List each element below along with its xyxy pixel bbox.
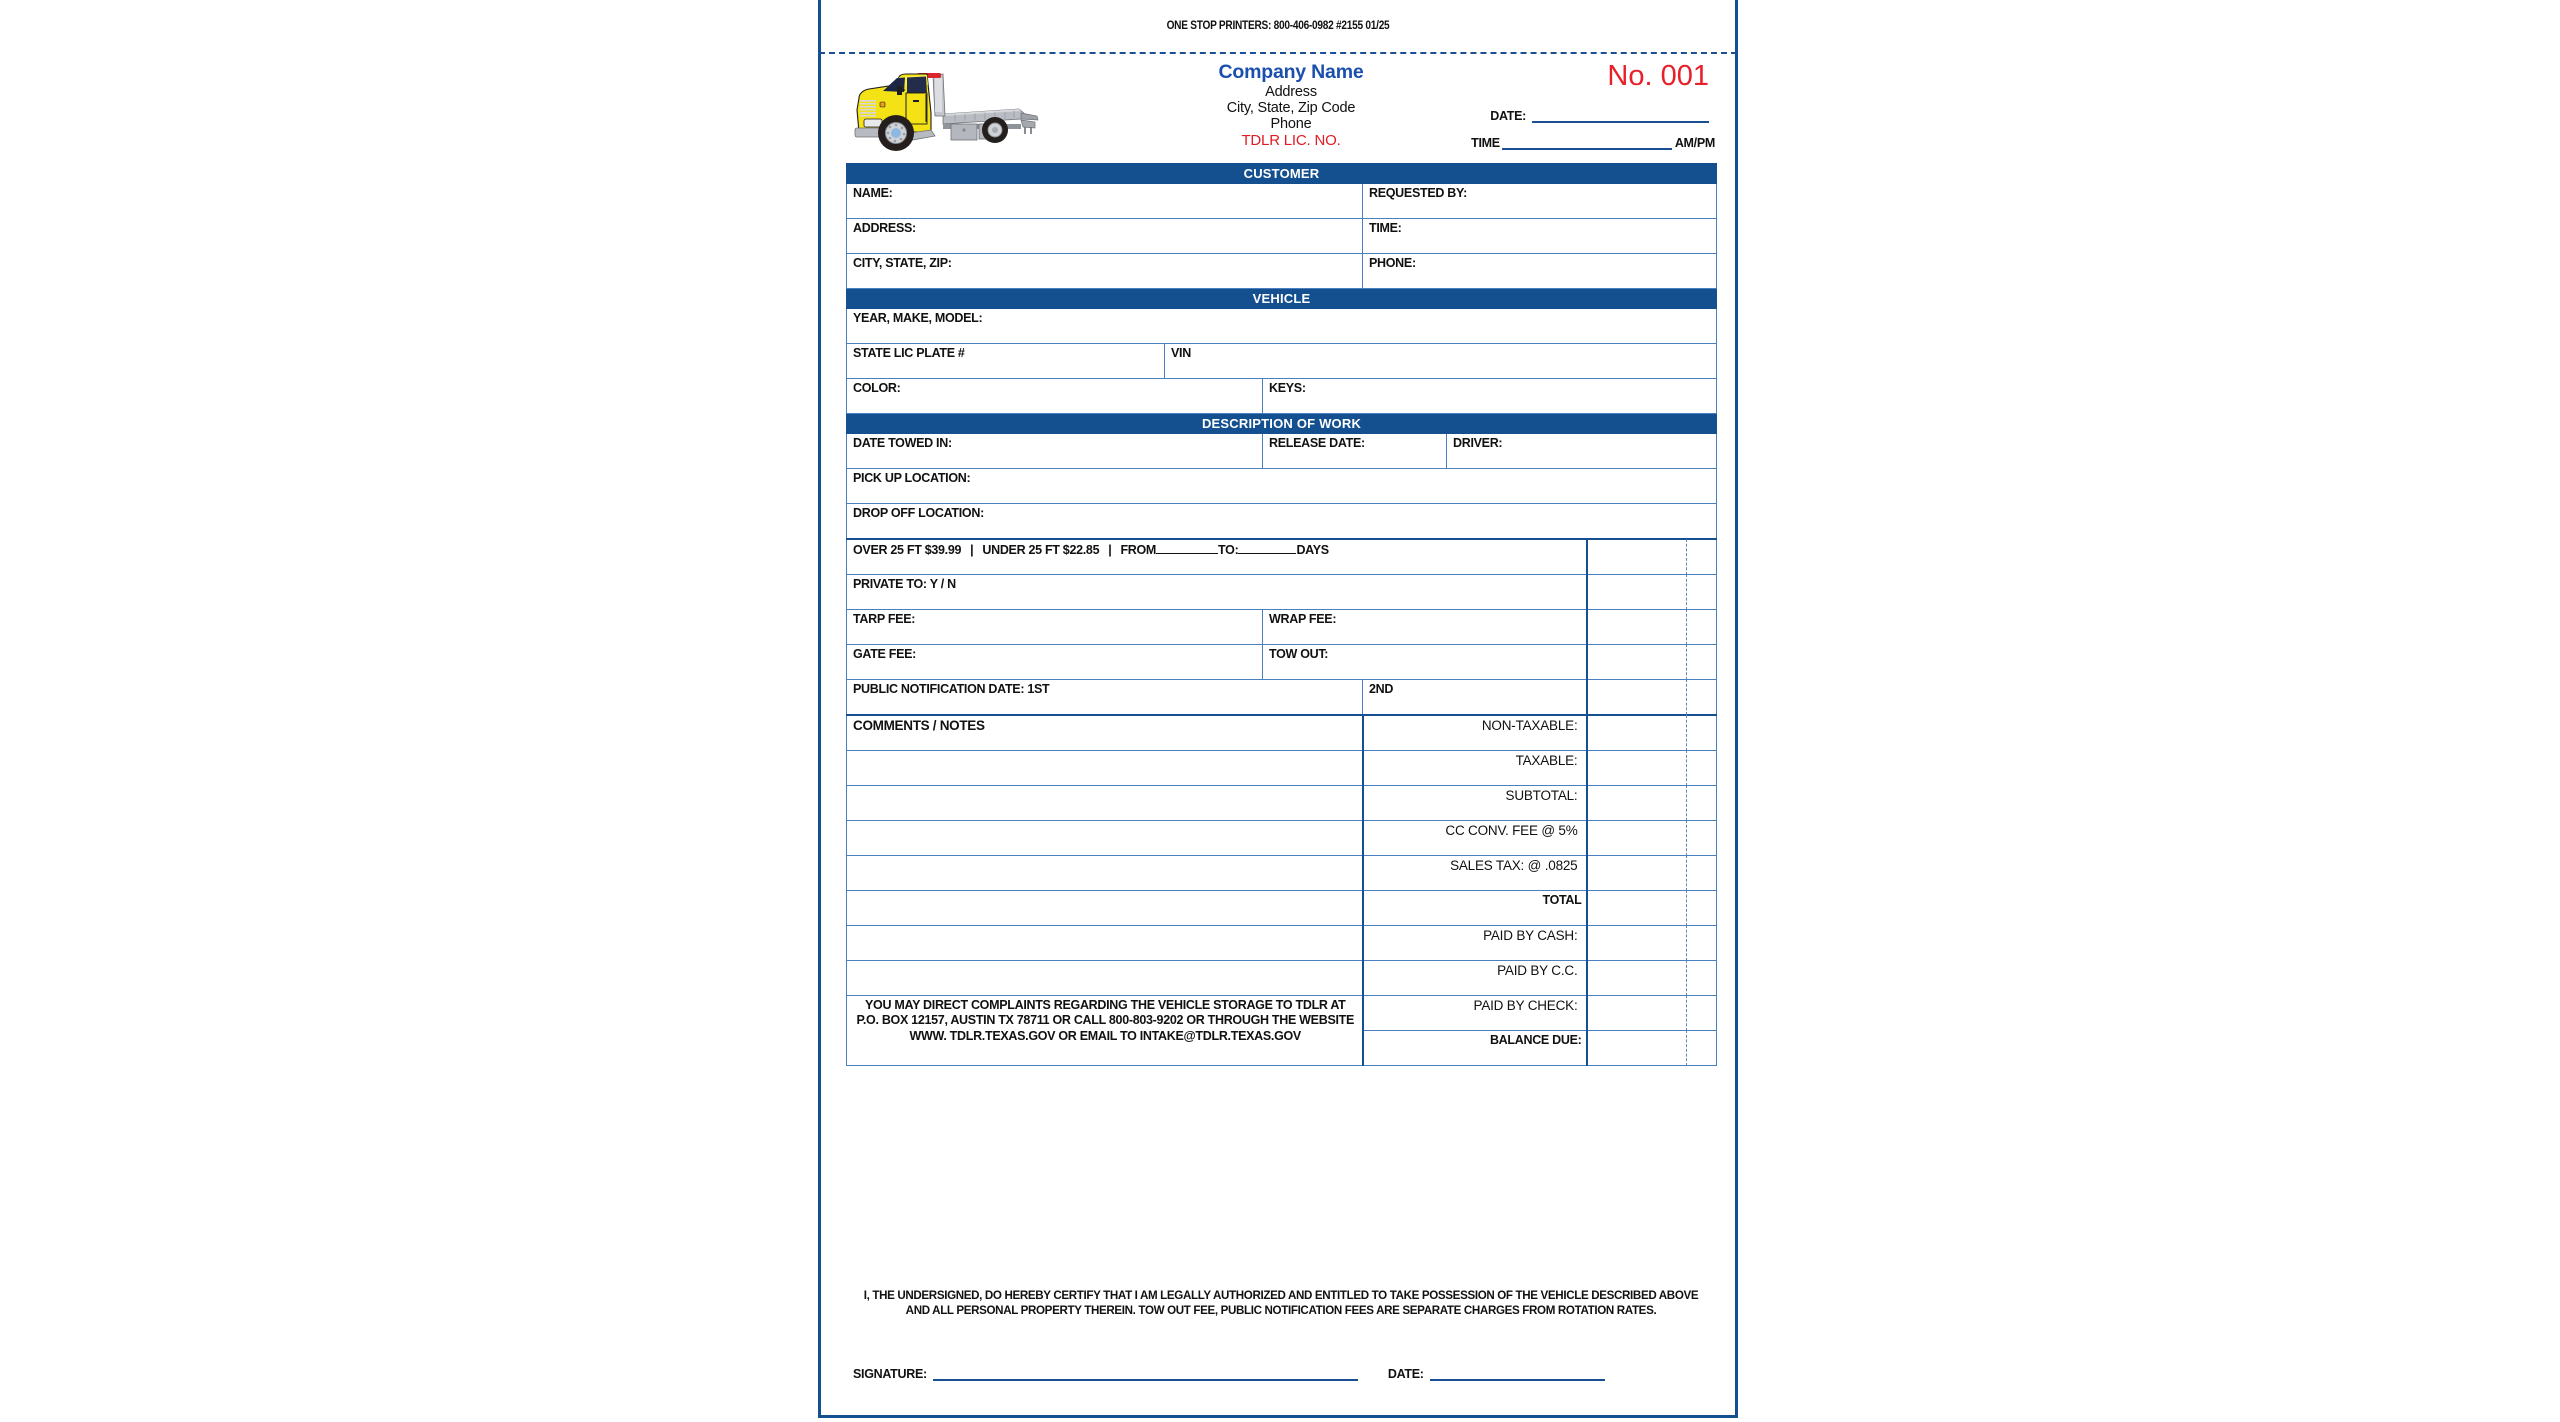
table-row	[847, 379, 1717, 414]
comments-line-7[interactable]	[847, 961, 1363, 996]
table-row	[847, 715, 1717, 751]
amount-subtotal[interactable]	[1587, 786, 1717, 821]
header-ampm-label: AM/PM	[1674, 136, 1715, 150]
amount-cc-conv-fee[interactable]	[1587, 821, 1717, 856]
amount-paid-by-check[interactable]	[1587, 996, 1717, 1031]
comments-line-1[interactable]	[847, 751, 1363, 786]
table-row	[847, 926, 1717, 961]
header-date-label: DATE:	[1490, 109, 1526, 123]
section-bar-customer: CUSTOMER	[847, 164, 1717, 184]
invoice-form-table	[846, 163, 1717, 1066]
section-bar-customer-row	[847, 164, 1717, 184]
field-customer-phone[interactable]: PHONE:	[1363, 254, 1717, 289]
table-row	[847, 575, 1717, 610]
amount-paid-by-cash[interactable]	[1587, 926, 1717, 961]
footer-date-label: DATE:	[1387, 1367, 1424, 1381]
table-row	[847, 751, 1717, 786]
company-address: Address	[1265, 83, 1317, 100]
comments-line-5[interactable]	[847, 891, 1363, 926]
field-drop-off-location[interactable]: DROP OFF LOCATION:	[847, 504, 1717, 540]
label-paid-by-cash: PAID BY CASH:	[1363, 926, 1587, 961]
cents-divider	[1686, 1030, 1687, 1066]
amount-public-notification[interactable]	[1587, 680, 1717, 716]
signature-input-rule[interactable]	[933, 1366, 1358, 1381]
field-wrap-fee[interactable]: WRAP FEE:	[1263, 610, 1587, 645]
amount-sales-tax[interactable]	[1587, 856, 1717, 891]
field-pick-up-location[interactable]: PICK UP LOCATION:	[847, 469, 1717, 504]
amount-total[interactable]	[1587, 891, 1717, 926]
cents-divider	[1686, 855, 1687, 891]
label-total: TOTAL	[1363, 891, 1587, 926]
header-time-rule[interactable]	[1502, 136, 1672, 150]
field-year-make-model[interactable]: YEAR, MAKE, MODEL:	[847, 309, 1717, 344]
label-non-taxable: NON-TAXABLE:	[1363, 715, 1587, 751]
separator-pipe-1: |	[970, 543, 974, 557]
amount-taxable[interactable]	[1587, 751, 1717, 786]
label-under-25ft: UNDER 25 FT $22.85	[982, 543, 1100, 557]
table-row	[847, 821, 1717, 856]
amount-balance-due[interactable]	[1587, 1031, 1717, 1066]
signature-row	[853, 1366, 1713, 1381]
field-driver[interactable]: DRIVER:	[1447, 434, 1717, 469]
header-time-field[interactable]	[1415, 136, 1715, 150]
field-release-date[interactable]: RELEASE DATE:	[1263, 434, 1447, 469]
company-phone: Phone	[1270, 116, 1312, 133]
table-row	[847, 254, 1717, 289]
amount-paid-by-cc[interactable]	[1587, 961, 1717, 996]
header-time-label: TIME	[1471, 136, 1500, 150]
amount-gate-towout[interactable]	[1587, 645, 1717, 680]
label-days: DAYS	[1296, 543, 1329, 557]
signature-label: SIGNATURE:	[853, 1367, 927, 1381]
certification-statement: I, THE UNDERSIGNED, DO HEREBY CERTIFY THAT I AM LEGALLY AUTHORIZED AND ENTITLED TO TAKE POSSESSION OF THE VEHICLE DESCRIBED ABOVE AND ALL PERSONAL PROPERTY THEREIN. TOW OUT FEE, PUBLIC NOTIFICATION FEES ARE SEPARATE CHARGES FROM ROTATION RATES.	[863, 1289, 1699, 1318]
amount-tarp-wrap[interactable]	[1587, 610, 1717, 645]
cents-divider	[1686, 925, 1687, 961]
table-row	[847, 680, 1717, 716]
document-number: No. 001	[1607, 60, 1709, 92]
label-to: TO:	[1218, 543, 1239, 557]
cents-divider	[1686, 679, 1687, 715]
cents-divider	[1686, 785, 1687, 821]
field-customer-city-state-zip[interactable]: CITY, STATE, ZIP:	[847, 254, 1363, 289]
section-bar-vehicle-row	[847, 289, 1717, 309]
label-taxable: TAXABLE:	[1363, 751, 1587, 786]
input-from-blank[interactable]	[1156, 542, 1218, 554]
amount-storage-rate[interactable]	[1587, 539, 1717, 575]
cents-divider	[1686, 820, 1687, 856]
label-from: FROM	[1120, 543, 1157, 557]
label-cc-conv-fee: CC CONV. FEE @ 5%	[1363, 821, 1587, 856]
field-storage-rate-row[interactable]	[847, 539, 1587, 575]
comments-line-4[interactable]	[847, 856, 1363, 891]
label-sales-tax: SALES TAX: @ .0825	[1363, 856, 1587, 891]
table-row	[847, 504, 1717, 540]
table-row	[847, 610, 1717, 645]
field-color[interactable]: COLOR:	[847, 379, 1263, 414]
amount-non-taxable[interactable]	[1587, 715, 1717, 751]
table-row	[847, 344, 1717, 379]
table-row	[847, 539, 1717, 575]
table-row	[847, 786, 1717, 821]
cents-divider	[1686, 574, 1687, 610]
field-customer-address[interactable]: ADDRESS:	[847, 219, 1363, 254]
comments-line-3[interactable]	[847, 821, 1363, 856]
cents-divider	[1686, 995, 1687, 1031]
cents-divider	[1686, 539, 1687, 575]
cents-divider	[1686, 609, 1687, 645]
cents-divider	[1686, 644, 1687, 680]
label-subtotal: SUBTOTAL:	[1363, 786, 1587, 821]
label-over-25ft: OVER 25 FT $39.99	[853, 543, 962, 557]
flatbed-tow-truck-icon	[847, 64, 1047, 156]
section-bar-description-of-work: DESCRIPTION OF WORK	[847, 414, 1717, 434]
table-row	[847, 434, 1717, 469]
printer-credit: ONE STOP PRINTERS: 800-406-0982 #2155 01/25	[1166, 20, 1390, 32]
comments-notes-header: COMMENTS / NOTES	[847, 715, 1363, 751]
footer-date-input-rule[interactable]	[1430, 1366, 1605, 1381]
field-gate-fee[interactable]: GATE FEE:	[847, 645, 1263, 680]
table-row	[847, 891, 1717, 926]
header-date-rule[interactable]	[1532, 109, 1709, 123]
cents-divider	[1686, 890, 1687, 926]
field-state-lic-plate[interactable]: STATE LIC PLATE #	[847, 344, 1165, 379]
header-date-field[interactable]	[1415, 109, 1715, 123]
label-paid-by-check: PAID BY CHECK:	[1363, 996, 1587, 1031]
comments-line-2[interactable]	[847, 786, 1363, 821]
section-bar-work-row	[847, 414, 1717, 434]
comments-line-6[interactable]	[847, 926, 1363, 961]
company-name: Company Name	[1218, 61, 1364, 83]
invoice-sheet	[818, 0, 1738, 1418]
tdlr-complaint-notice: YOU MAY DIRECT COMPLAINTS REGARDING THE VEHICLE STORAGE TO TDLR AT P.O. BOX 12157, AUSTIN TX 78711 OR CALL 800-803-9202 OR THROUGH THE WEBSITE WWW. TDLR.TEXAS.GOV OR EMAIL TO INTAKE@TDLR.TEXAS.GOV	[847, 996, 1363, 1066]
field-private-tow[interactable]: PRIVATE TO: Y / N	[847, 575, 1587, 610]
field-date-towed-in[interactable]: DATE TOWED IN:	[847, 434, 1263, 469]
label-paid-by-cc: PAID BY C.C.	[1363, 961, 1587, 996]
field-vin[interactable]: VIN	[1165, 344, 1717, 379]
document-number-block	[1415, 62, 1715, 150]
company-tdlr-license: TDLR LIC. NO.	[1241, 131, 1341, 149]
company-city-state-zip: City, State, Zip Code	[1226, 100, 1356, 117]
amount-private-tow[interactable]	[1587, 575, 1717, 610]
section-bar-vehicle: VEHICLE	[847, 289, 1717, 309]
cents-divider	[1686, 715, 1687, 751]
table-row	[847, 309, 1717, 344]
field-customer-time[interactable]: TIME:	[1363, 219, 1717, 254]
separator-pipe-2: |	[1108, 543, 1112, 557]
field-public-notification-2nd[interactable]: 2ND	[1363, 680, 1587, 716]
cents-divider	[1686, 750, 1687, 786]
table-row	[847, 961, 1717, 996]
table-row	[847, 645, 1717, 680]
label-balance-due: BALANCE DUE:	[1363, 1031, 1587, 1066]
input-to-blank[interactable]	[1238, 542, 1296, 554]
field-customer-name[interactable]: NAME:	[847, 184, 1363, 219]
company-block	[1176, 62, 1406, 149]
table-row	[847, 184, 1717, 219]
field-tarp-fee[interactable]: TARP FEE:	[847, 610, 1263, 645]
form-header	[821, 62, 1735, 160]
field-requested-by[interactable]: REQUESTED BY:	[1363, 184, 1717, 219]
table-row	[847, 219, 1717, 254]
table-row	[847, 469, 1717, 504]
tear-line	[819, 52, 1737, 54]
field-tow-out[interactable]: TOW OUT:	[1263, 645, 1587, 680]
field-keys[interactable]: KEYS:	[1263, 379, 1717, 414]
table-row	[847, 996, 1717, 1031]
cents-divider	[1686, 960, 1687, 996]
table-row	[847, 856, 1717, 891]
field-public-notification-1st[interactable]: PUBLIC NOTIFICATION DATE: 1ST	[847, 680, 1363, 716]
